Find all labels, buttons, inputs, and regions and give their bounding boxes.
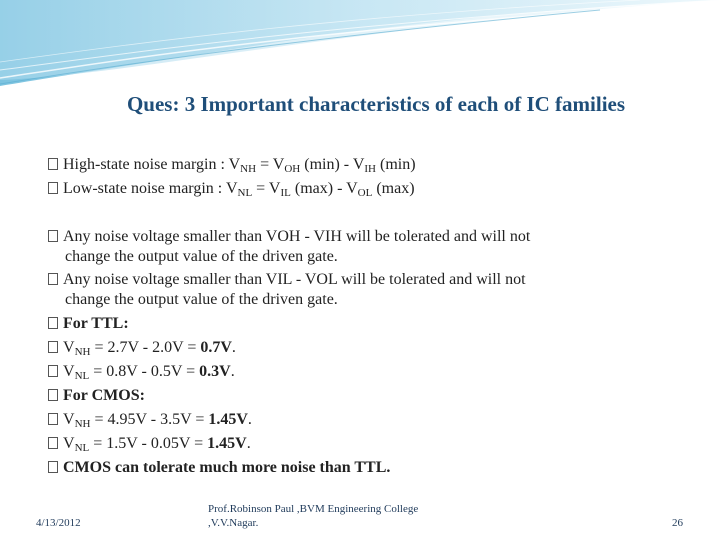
square-bullet-icon — [48, 341, 58, 353]
square-bullet-icon — [48, 273, 58, 285]
slide-title: Ques: 3 Important characteristics of each of IC families — [126, 92, 626, 116]
cmos-nl-line: $V_{NL} = 1.5V - 0.05V = 1.45V$. — [48, 434, 251, 458]
square-bullet-icon — [48, 230, 58, 242]
conclusion-line: CMOS can tolerate much more noise than TTL. — [48, 458, 390, 478]
page-number: 26 — [672, 517, 683, 529]
footer-author-line2: ,V.V.Nagar. — [208, 517, 259, 529]
para2-line1: Any noise voltage smaller than VIL - VOL will be tolerated and will not — [48, 270, 526, 290]
ttl-nl-line: $V_{NL} = 0.8V - 0.5V = 0.3V$. — [48, 362, 235, 386]
footer-author-line1: Prof.Robinson Paul ,BVM Engineering College — [208, 503, 419, 515]
ttl-heading: For TTL: — [48, 314, 129, 334]
high-noise-margin-line: High-state noise margin : $V_{NH} = V_{OH}$ $(\min) - V_{IH}$ (min) — [48, 155, 416, 179]
cmos-heading: For CMOS: — [48, 386, 145, 406]
square-bullet-icon — [48, 413, 58, 425]
cmos-nh-line: $V_{NH} = 4.95V - 3.5V = 1.45V$. — [48, 410, 252, 434]
para1-line1: Any noise voltage smaller than VOH - VIH will be tolerated and will not — [48, 227, 530, 247]
square-bullet-icon — [48, 365, 58, 377]
square-bullet-icon — [48, 461, 58, 473]
para2-line2: change the output value of the driven gate. — [65, 291, 338, 308]
square-bullet-icon — [48, 182, 58, 194]
footer-author — [208, 502, 418, 530]
low-noise-margin-line: Low-state noise margin : $V_{NL} = V_{IL}$ $(\max) - V_{OL}$ (max) — [48, 179, 415, 203]
square-bullet-icon — [48, 158, 58, 170]
header-banner — [0, 0, 720, 90]
ttl-nh-line: $V_{NH} = 2.7V - 2.0V = 0.7V$. — [48, 338, 236, 362]
square-bullet-icon — [48, 317, 58, 329]
footer-date: 4/13/2012 — [36, 517, 81, 529]
square-bullet-icon — [48, 437, 58, 449]
square-bullet-icon — [48, 389, 58, 401]
para1-line2: change the output value of the driven gate. — [65, 248, 338, 265]
